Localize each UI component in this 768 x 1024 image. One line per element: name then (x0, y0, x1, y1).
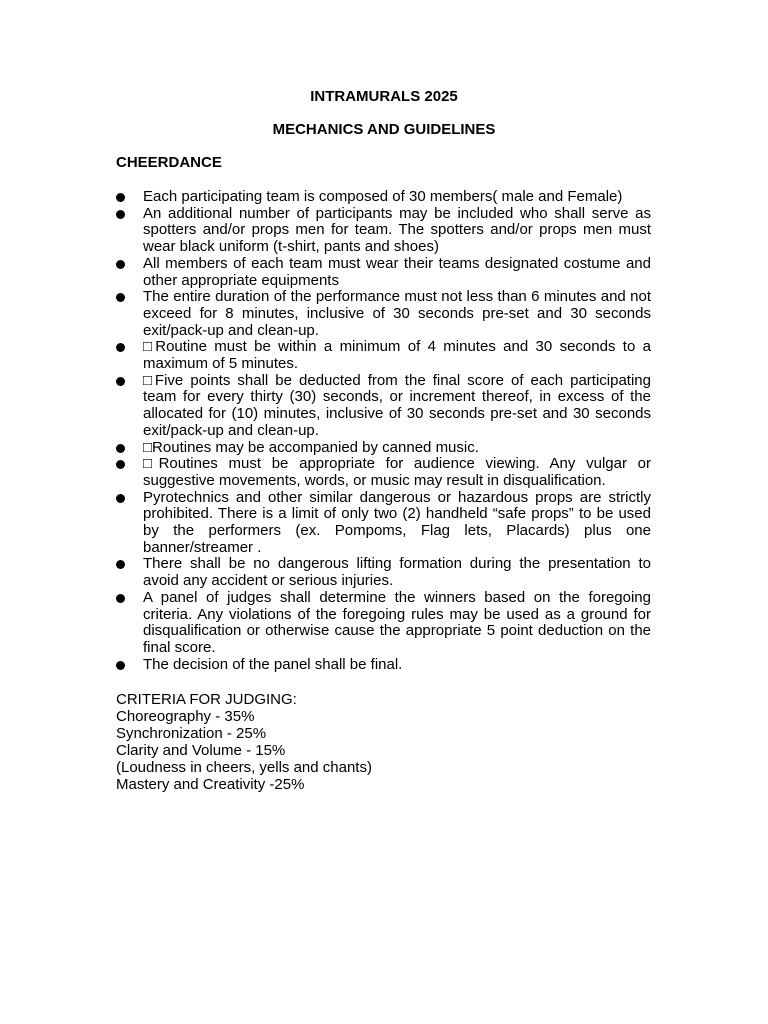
rule-item (116, 373, 651, 440)
rule-item (116, 256, 651, 289)
bullet-icon (116, 293, 125, 302)
rule-text: □Routines must be appropriate for audience viewing. Any vulgar or suggestive movements, words, or music may result in disqualification. (143, 455, 651, 489)
rule-text: The decision of the panel shall be final. (143, 655, 403, 673)
section-heading: CHEERDANCE (116, 154, 222, 171)
bullet-icon (116, 560, 125, 569)
rule-item (116, 590, 651, 657)
rule-item (116, 440, 651, 457)
rule-item (116, 339, 651, 372)
bullet-icon (116, 377, 125, 386)
document-subtitle: MECHANICS AND GUIDELINES (272, 121, 496, 138)
criteria-item: (Loudness in cheers, yells and chants) (116, 759, 372, 776)
bullet-icon (116, 343, 125, 352)
rule-item (116, 456, 651, 489)
bullet-icon (116, 193, 125, 202)
rule-text: An additional number of participants may be included who shall serve as spotters and/or props men for team. The spotters and/or props men must wear black uniform (t-shirt, pants and shoes) (143, 204, 651, 256)
rule-item (116, 189, 651, 206)
bullet-icon (116, 460, 125, 469)
bullet-icon (116, 594, 125, 603)
criteria-item: Synchronization - 25% (116, 725, 267, 742)
rule-item (116, 490, 651, 557)
rules-list (116, 189, 651, 673)
rule-text: All members of each team must wear their teams designated costume and other appropriate equipments (143, 254, 651, 289)
bullet-icon (116, 494, 125, 503)
rule-item (116, 289, 651, 339)
bullet-icon (116, 661, 125, 670)
rule-text: Each participating team is composed of 30 members( male and Female) (143, 188, 623, 205)
bullet-icon (116, 210, 125, 219)
bullet-icon (116, 260, 125, 269)
judging-criteria (116, 691, 651, 793)
criteria-heading: CRITERIA FOR JUDGING: (116, 691, 297, 708)
criteria-item: Clarity and Volume - 15% (116, 742, 286, 759)
rule-item (116, 556, 651, 589)
rule-text: □Routine must be within a minimum of 4 minutes and 30 seconds to a maximum of 5 minutes. (143, 338, 651, 373)
criteria-item: Choreography - 35% (116, 708, 255, 725)
rule-text: There shall be no dangerous lifting formation during the presentation to avoid any accident or serious injuries. (143, 555, 651, 590)
criteria-item: Mastery and Creativity -25% (116, 776, 305, 793)
rule-text: □Routines may be accompanied by canned music. (143, 438, 479, 456)
rule-item (116, 657, 651, 674)
rule-item (116, 206, 651, 256)
rule-text: The entire duration of the performance must not less than 6 minutes and not exceed for 8 minutes, inclusive of 30 seconds pre-set and 30 seconds exit/pack-up and clean-up. (143, 288, 651, 339)
rule-text: A panel of judges shall determine the winners based on the foregoing criteria. Any violations of the foregoing rules may be used as a ground for disqualification or otherwise cause the appropriate 5 point deduction on the final score. (143, 588, 651, 656)
rule-text: □Five points shall be deducted from the final score of each participating team for every thirty (30) seconds, or increment thereof, in excess of the allocated for (10) minutes, inclusive of 30 seconds pre-set and 30 seconds exit/pack-up and clean-up. (143, 371, 651, 439)
rule-text: Pyrotechnics and other similar dangerous or hazardous props are strictly prohibited. There is a limit of only two (2) handheld “safe props” to be used by the performers (ex. Pompoms, Flag lets, Placards) plus one banner/streamer . (143, 488, 651, 556)
bullet-icon (116, 444, 125, 453)
document-title: INTRAMURALS 2025 (310, 88, 458, 105)
